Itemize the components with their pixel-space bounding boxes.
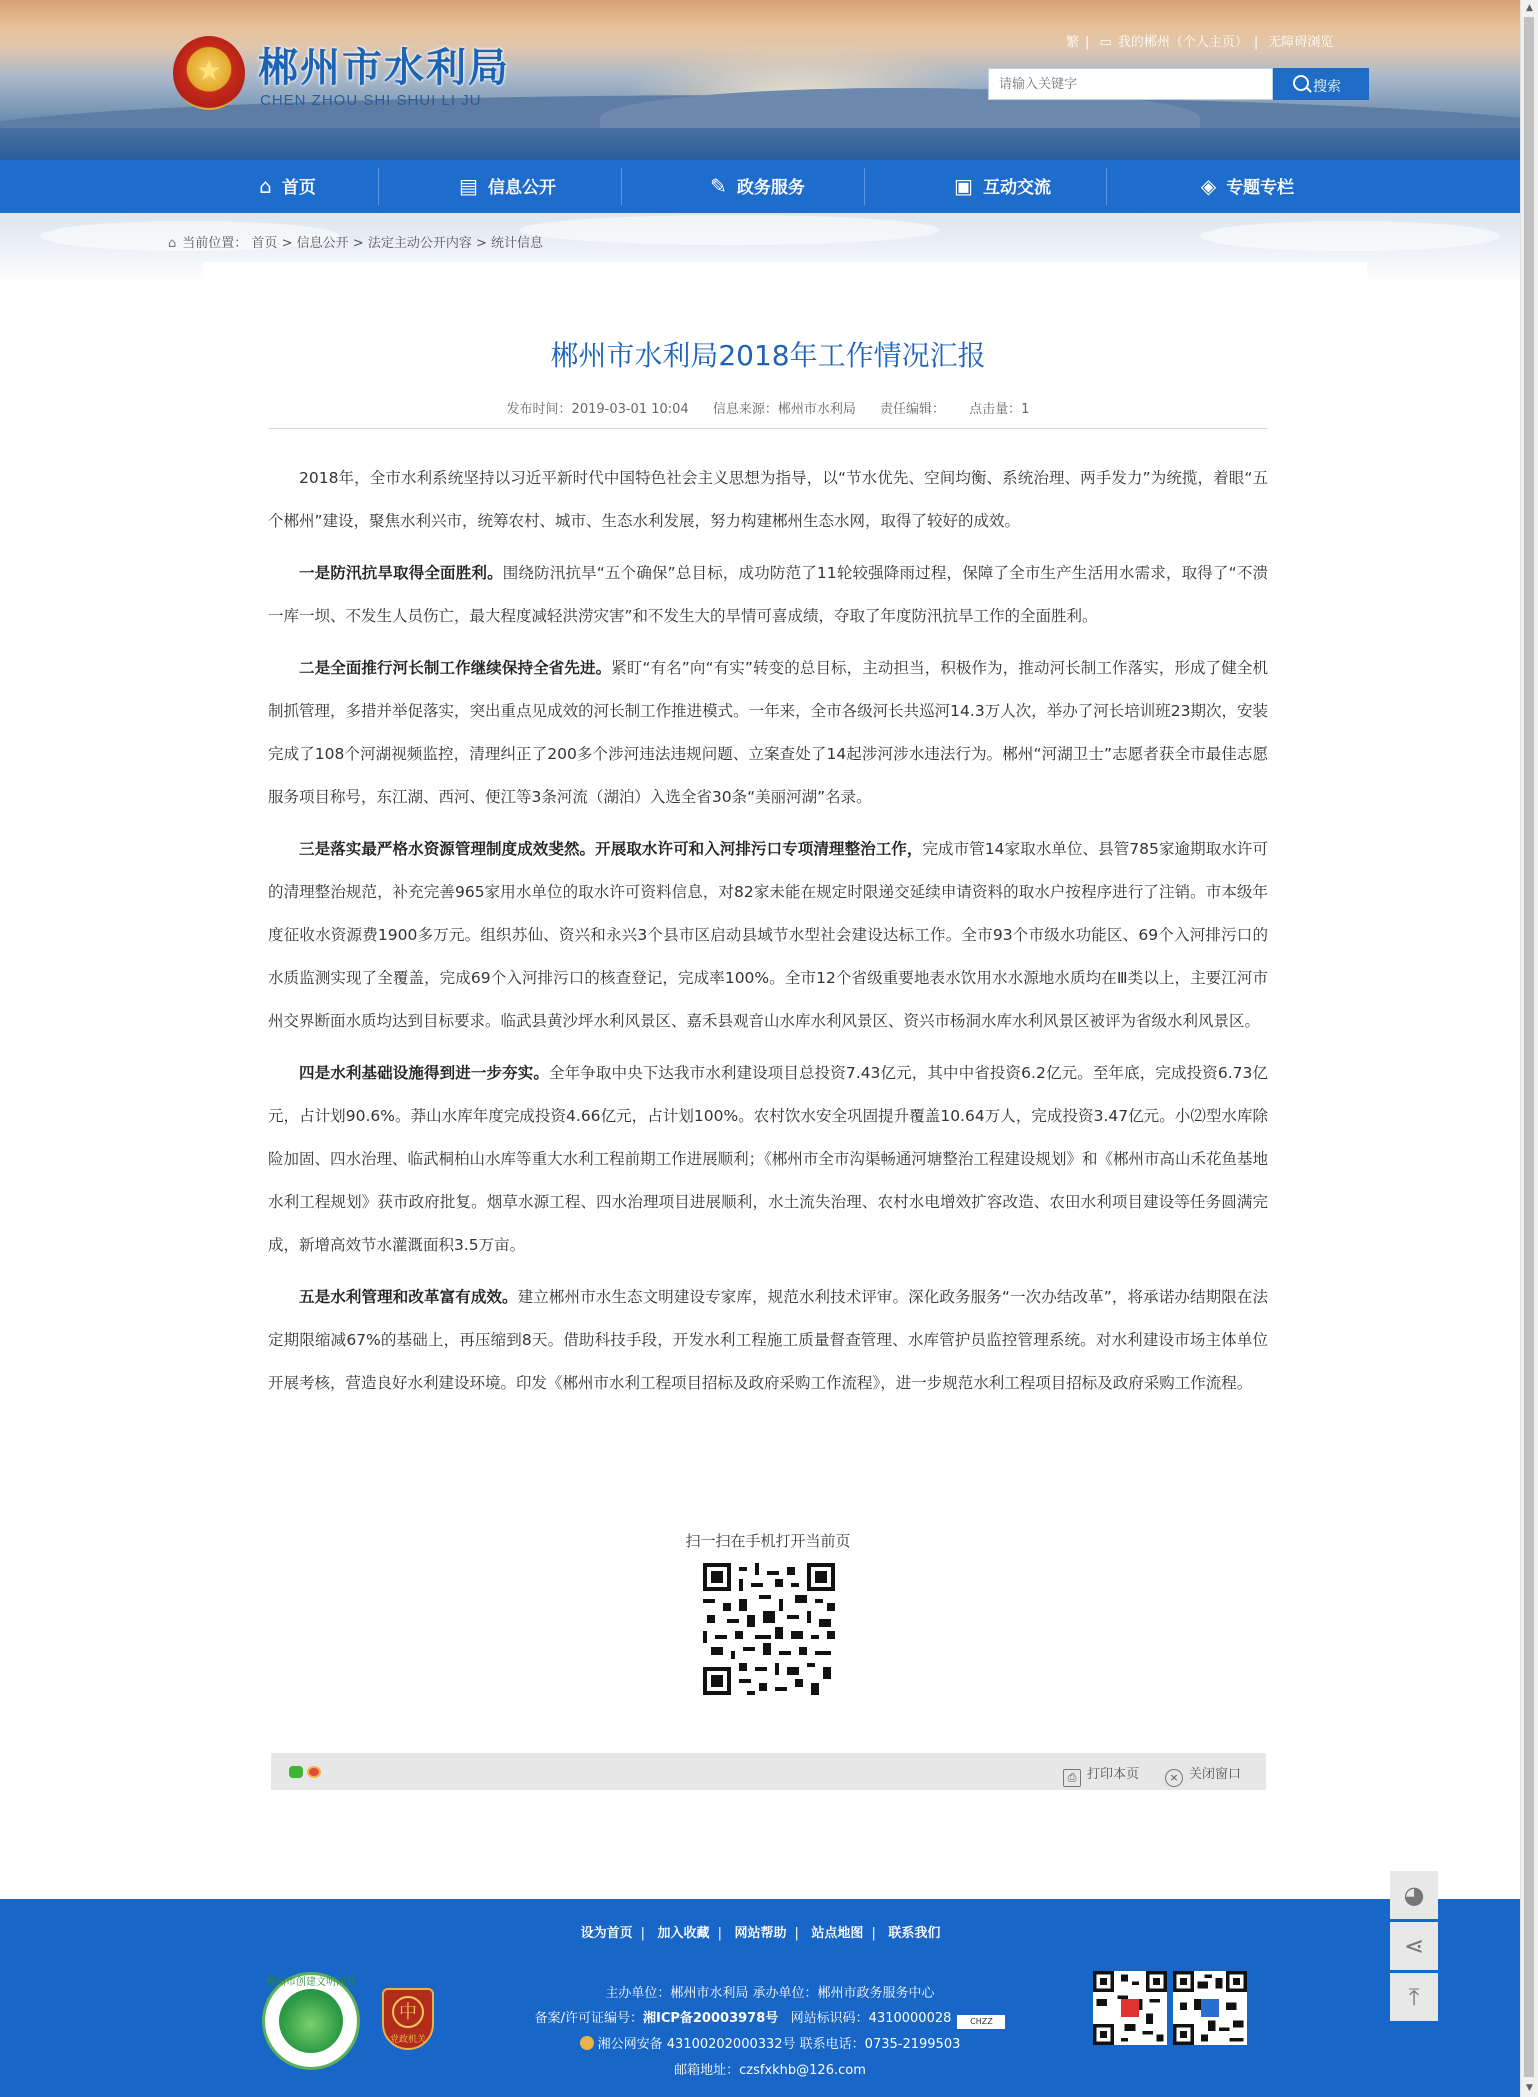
site-subtitle: CHEN ZHOU SHI SHUI LI JU [260, 92, 482, 109]
close-label: 关闭窗口 [1189, 1767, 1242, 1782]
footer-license [470, 2007, 1070, 2029]
footer-link-separator: | [794, 1926, 799, 1941]
site-title[interactable]: 郴州市水利局 [258, 45, 510, 91]
float-share-button[interactable] [1390, 1922, 1438, 1970]
nav-item-special-topics[interactable] [1160, 160, 1335, 213]
close-window-button[interactable] [1165, 1763, 1241, 1787]
weibo-share-icon[interactable] [307, 1766, 321, 1778]
breadcrumb-separator: > [281, 236, 293, 251]
float-wechat-button[interactable] [1390, 1871, 1438, 1919]
license-prefix: 备案/许可证编号： [534, 2011, 643, 2026]
page-qr-code [703, 1563, 835, 1695]
home-icon: ⌂ [259, 174, 272, 198]
breadcrumb-item-home[interactable]: 首页 [251, 236, 278, 251]
search-button-label: 搜索 [1313, 79, 1341, 95]
layers-icon: ◈ [1200, 174, 1217, 198]
search-input[interactable] [989, 69, 1269, 99]
article-paragraph [268, 1052, 1268, 1267]
police-record-text[interactable]: 湘公网安备 43100202000332号 联系电话：0735-2199503 [597, 2037, 961, 2052]
leaf-icon [279, 1989, 343, 2053]
paragraph-lead: 三是落实最严格水资源管理制度成效斐然。开展取水许可和入河排污口专项清理整治工作， [299, 840, 923, 858]
badge-text: 郴州市创建文明网站 [266, 1977, 356, 1988]
gov-emblem-icon: 中 [392, 1996, 424, 2028]
footer-police-record [470, 2033, 1070, 2052]
police-badge-icon [580, 2036, 594, 2050]
nav-item-interaction[interactable] [915, 160, 1090, 213]
paragraph-text: 2018年，全市水利系统坚持以习近平新时代中国特色社会主义思想为指导，以“节水优先、空间均衡、系统治理、两手发力”为统揽，着眼“五个郴州”建设，聚焦水利兴市，统筹农村、城市、生态水利发展，努力构建郴州生态水网，取得了较好的成效。 [268, 469, 1268, 530]
paragraph-text: 围绕防汛抗旱“五个确保”总目标，成功防范了11轮较强降雨过程，保障了全市生产生活用水需求，取得了“不溃一库一坝、不发生人员伤亡，最大程度减轻洪涝灾害”和不发生大的旱情可喜成绩，夺取了年度防汛抗旱工作的全面胜利。 [268, 564, 1268, 625]
accessibility-link[interactable]: 无障碍浏览 [1268, 35, 1334, 50]
error-report-badge[interactable]: CHZZ [957, 2015, 1005, 2029]
home-icon: ⌂ [168, 236, 177, 251]
back-to-top-button[interactable] [1390, 1973, 1438, 2021]
footer-email: 邮箱地址：czsfxkhb@126.com [674, 2063, 866, 2078]
footer-link-separator: | [717, 1926, 722, 1941]
paragraph-text: 紧盯“有名”向“有实”转变的总目标，主动担当，积极作为，推动河长制工作落实，形成了健全机制抓管理，多措并举促落实，突出重点见成效的河长制工作推进模式。一年来，全市各级河长共巡河14.3万人次，举办了河长培训班23期次，安装完成了108个河湖视频监控，清理纠正了200多个涉河违法违规问题、立案查处了14起涉河涉水违法行为。郴州“河湖卫士”志愿者获全市最佳志愿服务项目称号，东江湖、西河、便江等3条河流（湖泊）入选全省30条“美丽河湖”名录。 [268, 659, 1268, 806]
national-emblem-icon: ★ [173, 36, 245, 110]
article-paragraph [268, 552, 1268, 638]
banner-water [0, 128, 1521, 160]
my-chenzhou-link[interactable]: 我的郴州（个人主页） [1117, 35, 1248, 50]
share-bar [271, 1753, 1266, 1790]
responsible-editor: 责任编辑： [880, 402, 946, 417]
header-banner [0, 0, 1521, 160]
footer-link-favorite[interactable]: 加入收藏 [657, 1926, 710, 1941]
nav-item-label: 专题专栏 [1226, 178, 1295, 198]
paragraph-lead: 一是防汛抗旱取得全面胜利。 [299, 564, 503, 582]
main-nav [0, 160, 1521, 213]
share-icon: ⋖ [1403, 1932, 1425, 1960]
paragraph-text: 全年争取中央下达我市水利建设项目总投资7.43亿元，其中中省投资6.2亿元。至年底，完成投资6.73亿元，占计划90.6%。莽山水库年度完成投资4.66亿元，占计划100%。农村饮水安全巩固提升覆盖10.64万人，完成投资3.47亿元。小⑵型水库除险加固、四水治理、临武桐柏山水库等重大水利工程前期工作进展顺利；《郴州市全市沟渠畅通河塘整治工程建设规划》和《郴州市高山禾花鱼基地水利工程规划》获市政府批复。烟草水源工程、四水治理项目进展顺利，水土流失治理、农村水电增效扩容改造、农田水利项目建设等任务圆满完成，新增高效节水灌溉面积3.5万亩。 [268, 1064, 1268, 1254]
paragraph-text: 建立郴州市水生态文明建设专家库，规范水利技术评审。深化政务服务“一次办结改革”，将承诺办结期限在法定期限缩减67%的基础上，再压缩到8天。借助科技手段，开发水利工程施工质量督查管理、水库管护员监控管理系统。对水利建设市场主体单位开展考核，营造良好水利建设环境。印发《郴州市水利工程项目招标及政府采购工作流程》，进一步规范水利工程项目招标及政府采购工作流程。 [268, 1288, 1268, 1392]
article-paragraph [268, 457, 1268, 543]
vertical-scrollbar[interactable] [1520, 0, 1538, 2097]
breadcrumb-separator: > [352, 236, 364, 251]
article-paragraph [268, 1276, 1268, 1405]
article-paragraph [268, 828, 1268, 1043]
nav-divider [1106, 168, 1107, 205]
nav-item-label: 政务服务 [736, 178, 805, 198]
scroll-down-arrow-icon[interactable]: ▼ [1526, 2083, 1533, 2093]
arrow-up-icon: ⤒ [1408, 1983, 1420, 2011]
document-icon: ▤ [459, 174, 478, 198]
monitor-icon: ▭ [1099, 35, 1112, 50]
footer-link-sitemap[interactable]: 站点地图 [811, 1926, 864, 1941]
footer-link-set-home[interactable]: 设为首页 [580, 1926, 633, 1941]
scroll-up-arrow-icon[interactable]: ▲ [1526, 3, 1533, 13]
info-source: 信息来源：郴州市水利局 [712, 402, 856, 417]
wechat-share-icon[interactable] [289, 1766, 303, 1778]
nav-divider [621, 168, 622, 205]
article-paragraph [268, 647, 1268, 819]
wechat-icon: ◕ [1403, 1881, 1425, 1909]
paragraph-lead: 二是全面推行河长制工作继续保持全省先进。 [299, 659, 612, 677]
footer-link-help[interactable]: 网站帮助 [734, 1926, 787, 1941]
breadcrumb-separator: > [475, 236, 487, 251]
article-title: 郴州市水利局2018年工作情况汇报 [550, 339, 986, 372]
nav-item-info-disclosure[interactable] [420, 160, 595, 213]
publish-time: 发布时间：2019-03-01 10:04 [506, 402, 689, 417]
nav-item-label: 互动交流 [982, 178, 1051, 198]
breadcrumb [168, 232, 543, 251]
edit-icon: ✎ [710, 174, 727, 198]
badge-text: 党政机关 [389, 2035, 426, 2045]
chat-icon: ▣ [954, 174, 973, 198]
footer-links [0, 1922, 1521, 1941]
qr-label: 扫一扫在手机打开当前页 [685, 1532, 851, 1550]
footer-link-separator: | [871, 1926, 876, 1941]
footer-qr-code-2 [1173, 1971, 1247, 2045]
print-button[interactable] [1063, 1763, 1139, 1787]
close-icon: × [1165, 1769, 1183, 1787]
nav-item-home[interactable] [200, 160, 375, 213]
breadcrumb-item-statistics[interactable]: 统计信息 [491, 236, 544, 251]
footer-link-separator: | [640, 1926, 646, 1941]
printer-icon: ⎙ [1063, 1769, 1081, 1787]
party-gov-badge[interactable] [382, 1988, 434, 2050]
footer-organizer: 主办单位：郴州市水利局 承办单位：郴州市政务服务中心 [605, 1986, 935, 2001]
paragraph-text: 完成市管14家取水单位、县管785家逾期取水许可的清理整治规范，补充完善965家用水单位的取水许可资料信息，对82家未能在规定时限递交延续申请资料的取水户按程序进行了注销。市本级年度征收水资源费1900多万元。组织苏仙、资兴和永兴3个县市区启动县域节水型社会建设达标工作。全市93个市级水功能区、69个入河排污口的水质监测实现了全覆盖，完成69个入河排污口的核查登记，完成率100%。全市12个省级重要地表水饮用水水源地水质均在Ⅲ类以上，主要江河市州交界断面水质均达到目标要求。临武县黄沙坪水利风景区、嘉禾县观音山水库水利风景区、资兴市杨洞水库水利风景区被评为省级水利风景区。 [268, 840, 1269, 1030]
footer [0, 1899, 1521, 2097]
civilized-website-badge[interactable] [262, 1972, 360, 2070]
top-links: 繁 | ▭ 我的郴州（个人主页） | 无障碍浏览 [1066, 35, 1334, 50]
search-icon [1293, 75, 1309, 91]
traditional-chinese-link[interactable]: 繁 [1066, 35, 1080, 50]
article-meta [268, 398, 1268, 417]
icp-link[interactable]: 湘ICP备20003978号 [642, 2011, 779, 2026]
paragraph-lead: 五是水利管理和改革富有成效。 [299, 1288, 518, 1306]
decor-cloud [1200, 221, 1500, 251]
footer-qr-code-1 [1093, 1971, 1167, 2045]
decor-cloud [520, 215, 940, 245]
click-count: 点击量：1 [969, 402, 1030, 417]
search-box [988, 68, 1273, 100]
nav-item-label: 信息公开 [487, 178, 556, 198]
paragraph-lead: 四是水利基础设施得到进一步夯实。 [299, 1064, 550, 1082]
breadcrumb-item-statutory[interactable]: 法定主动公开内容 [367, 236, 472, 251]
search-button[interactable] [1273, 68, 1369, 100]
site-code: 网站标识码：4310000028 [790, 2011, 952, 2026]
footer-link-contact[interactable]: 联系我们 [888, 1926, 941, 1941]
nav-divider [378, 168, 379, 205]
nav-item-label: 首页 [281, 178, 316, 198]
title-divider [268, 428, 1268, 429]
nav-divider [864, 168, 865, 205]
nav-item-gov-services[interactable] [670, 160, 845, 213]
article-body [268, 457, 1268, 1414]
print-label: 打印本页 [1087, 1767, 1140, 1782]
breadcrumb-item-info[interactable]: 信息公开 [296, 236, 349, 251]
scrollbar-thumb[interactable] [1524, 17, 1534, 2077]
breadcrumb-prefix: 当前位置： [182, 236, 248, 251]
